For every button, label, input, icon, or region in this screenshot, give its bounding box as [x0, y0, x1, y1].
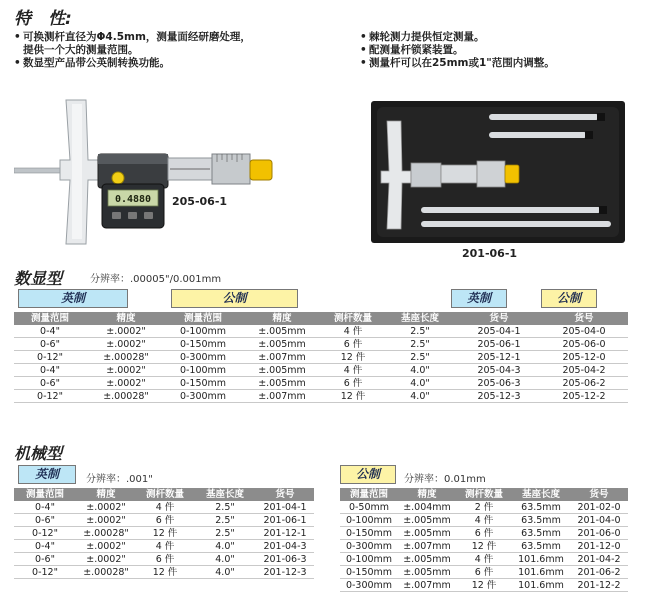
- table-cell: ±.005mm: [258, 378, 306, 389]
- col-header: 测量范围: [30, 313, 69, 324]
- table-cell: 201-06-2: [577, 567, 621, 578]
- table-cell: 0-300mm: [179, 391, 227, 402]
- table-cell: 205-06-3: [477, 378, 521, 389]
- mech-inch-table-header: [14, 488, 314, 501]
- table-cell: ±.005mm: [258, 339, 306, 350]
- table-cell: 0-4": [35, 502, 55, 513]
- table-cell: 0-6": [40, 339, 60, 350]
- table-cell: 63.5mm: [521, 502, 561, 513]
- table-cell: ±.004mm: [403, 502, 451, 513]
- table-cell: 63.5mm: [521, 541, 561, 552]
- table-cell: 0-12": [37, 352, 63, 363]
- col-header: 基座长度: [400, 313, 439, 324]
- digital-resolution: 分辨率：.00005"/0.001mm: [90, 274, 222, 285]
- table-cell: 2.5": [410, 339, 430, 350]
- table-row: [340, 566, 628, 579]
- table-cell: 101.6mm: [518, 580, 564, 591]
- table-cell: 2.5": [410, 326, 430, 337]
- table-row: [14, 338, 628, 351]
- table-cell: 201-12-0: [577, 541, 621, 552]
- table-cell: 63.5mm: [521, 528, 561, 539]
- col-header: 测杆数量: [333, 313, 372, 324]
- table-cell: 2.5": [215, 502, 235, 513]
- table-cell: 205-04-0: [562, 326, 606, 337]
- table-cell: 201-12-3: [263, 567, 307, 578]
- table-cell: ±.0002": [106, 326, 146, 337]
- table-row: [14, 377, 628, 390]
- table-cell: 6 件: [155, 554, 175, 565]
- table-cell: ±.00028": [83, 528, 129, 539]
- digital-inch-tag-2: 英制: [451, 289, 507, 308]
- table-cell: ±.007mm: [403, 541, 451, 552]
- table-cell: ±.0002": [86, 515, 126, 526]
- feature-item: • 棘轮测力提供恒定测量。: [360, 31, 555, 44]
- table-cell: 6 件: [474, 567, 494, 578]
- col-header: 测量范围: [183, 313, 222, 324]
- table-cell: ±.0002": [106, 339, 146, 350]
- table-row: [340, 514, 628, 527]
- table-row: [14, 364, 628, 377]
- features-right-list: [360, 31, 555, 70]
- table-cell: 4.0": [215, 567, 235, 578]
- table-row: [14, 390, 628, 403]
- table-cell: 0-150mm: [345, 528, 393, 539]
- table-row: [14, 527, 314, 540]
- table-cell: 4 件: [343, 365, 363, 376]
- table-cell: 2.5": [215, 528, 235, 539]
- table-cell: 0-4": [40, 365, 60, 376]
- table-cell: 0-4": [40, 326, 60, 337]
- table-cell: 205-06-0: [562, 339, 606, 350]
- table-cell: ±.007mm: [258, 391, 306, 402]
- table-cell: 205-12-3: [477, 391, 521, 402]
- table-cell: ±.00028": [83, 567, 129, 578]
- col-header: 精度: [96, 489, 116, 500]
- table-cell: ±.0002": [106, 378, 146, 389]
- table-cell: 63.5mm: [521, 515, 561, 526]
- table-row: [340, 579, 628, 592]
- col-header: 货号: [589, 489, 609, 500]
- feature-item: • 可换测杆直径为Φ4.5mm，测量面经研磨处理，: [14, 31, 251, 44]
- col-header: 精度: [417, 489, 437, 500]
- table-cell: 101.6mm: [518, 554, 564, 565]
- mechanical-section-title: 机械型: [14, 444, 63, 463]
- table-cell: 0-100mm: [179, 326, 227, 337]
- table-cell: 201-02-0: [577, 502, 621, 513]
- table-cell: 0-100mm: [179, 365, 227, 376]
- digital-section-title: 数显型: [14, 269, 63, 288]
- table-cell: 12 件: [152, 528, 178, 539]
- table-cell: 2 件: [474, 502, 494, 513]
- digital-micrometer-image: [14, 98, 284, 258]
- table-cell: 201-04-1: [263, 502, 307, 513]
- table-cell: 205-04-3: [477, 365, 521, 376]
- table-row: [340, 527, 628, 540]
- table-cell: 4.0": [410, 365, 430, 376]
- table-cell: ±.005mm: [258, 326, 306, 337]
- table-cell: 201-12-1: [263, 528, 307, 539]
- col-header: 测量范围: [349, 489, 388, 500]
- mech-inch-tag: 英制: [18, 465, 76, 484]
- col-header: 测量范围: [25, 489, 64, 500]
- table-cell: 4 件: [474, 554, 494, 565]
- table-row: [14, 501, 314, 514]
- table-cell: 205-12-1: [477, 352, 521, 363]
- table-cell: 0-12": [32, 567, 58, 578]
- table-cell: 6 件: [343, 378, 363, 389]
- digital-metric-tag: 公制: [171, 289, 298, 308]
- table-cell: 0-4": [35, 541, 55, 552]
- table-row: [14, 514, 314, 527]
- features-left-list: [14, 31, 251, 70]
- mech-metric-table-header: [340, 488, 628, 501]
- table-cell: 205-06-2: [562, 378, 606, 389]
- table-cell: 0-100mm: [345, 554, 393, 565]
- mech-metric-resolution: 分辨率：0.01mm: [404, 474, 486, 485]
- table-cell: 0-300mm: [345, 580, 393, 591]
- table-cell: 0-6": [35, 554, 55, 565]
- col-header: 基座长度: [205, 489, 244, 500]
- table-cell: 0-150mm: [179, 378, 227, 389]
- table-cell: 0-150mm: [345, 567, 393, 578]
- table-cell: 201-04-0: [577, 515, 621, 526]
- table-cell: 0-6": [40, 378, 60, 389]
- table-row: [14, 325, 628, 338]
- table-cell: 0-12": [32, 528, 58, 539]
- table-cell: 201-06-3: [263, 554, 307, 565]
- table-cell: 4 件: [155, 502, 175, 513]
- table-cell: 0-12": [37, 391, 63, 402]
- mechanical-kit-photo: [371, 101, 625, 243]
- table-cell: 12 件: [340, 391, 366, 402]
- table-row: [14, 351, 628, 364]
- table-cell: ±.0002": [86, 541, 126, 552]
- table-cell: 205-06-1: [477, 339, 521, 350]
- table-cell: 0-300mm: [179, 352, 227, 363]
- digital-metric-tag-2: 公制: [541, 289, 597, 308]
- table-cell: 201-06-1: [263, 515, 307, 526]
- table-cell: ±.0002": [86, 554, 126, 565]
- col-header: 测杆数量: [145, 489, 184, 500]
- table-cell: ±.007mm: [258, 352, 306, 363]
- table-cell: ±.0002": [86, 502, 126, 513]
- table-row: [14, 553, 314, 566]
- table-cell: 4.0": [410, 391, 430, 402]
- col-header: 精度: [272, 313, 292, 324]
- table-cell: ±.007mm: [403, 580, 451, 591]
- table-cell: 6 件: [474, 528, 494, 539]
- table-cell: 201-04-3: [263, 541, 307, 552]
- table-cell: 205-04-1: [477, 326, 521, 337]
- table-row: [340, 540, 628, 553]
- table-cell: 101.6mm: [518, 567, 564, 578]
- table-cell: ±.0002": [106, 365, 146, 376]
- feature-item: • 测量杆可以在25mm或1"范围内调整。: [360, 57, 555, 70]
- digital-table-header: [14, 312, 628, 325]
- table-row: [14, 566, 314, 579]
- table-cell: 12 件: [471, 580, 497, 591]
- table-cell: ±.005mm: [403, 567, 451, 578]
- mechanical-model-label: 201-06-1: [462, 247, 518, 260]
- table-cell: 205-04-2: [562, 365, 606, 376]
- table-cell: 4 件: [155, 541, 175, 552]
- table-cell: 201-04-2: [577, 554, 621, 565]
- table-cell: 12 件: [152, 567, 178, 578]
- table-row: [340, 501, 628, 514]
- table-cell: 4 件: [474, 515, 494, 526]
- table-cell: 0-100mm: [345, 515, 393, 526]
- col-header: 货号: [574, 313, 594, 324]
- table-row: [340, 553, 628, 566]
- col-header: 货号: [489, 313, 509, 324]
- table-cell: 4 件: [343, 326, 363, 337]
- table-cell: 6 件: [155, 515, 175, 526]
- table-cell: 2.5": [215, 515, 235, 526]
- table-cell: 6 件: [343, 339, 363, 350]
- feature-item: 提供一个大的测量范围。: [23, 44, 139, 56]
- feature-item: • 配测量杆锁紧装置。: [360, 44, 555, 57]
- col-header: 基座长度: [521, 489, 560, 500]
- table-cell: 201-12-2: [577, 580, 621, 591]
- table-cell: ±.00028": [103, 352, 149, 363]
- table-cell: 205-12-2: [562, 391, 606, 402]
- table-cell: 4.0": [215, 541, 235, 552]
- table-cell: ±.005mm: [258, 365, 306, 376]
- table-cell: ±.005mm: [403, 528, 451, 539]
- table-cell: 0-150mm: [179, 339, 227, 350]
- features-title: 特 性:: [14, 9, 72, 29]
- table-row: [14, 540, 314, 553]
- table-cell: 12 件: [471, 541, 497, 552]
- table-cell: 2.5": [410, 352, 430, 363]
- col-header: 测杆数量: [464, 489, 503, 500]
- table-cell: 0-300mm: [345, 541, 393, 552]
- feature-item: • 数显型产品带公英制转换功能。: [14, 57, 251, 70]
- table-cell: 0-50mm: [348, 502, 390, 513]
- table-cell: 12 件: [340, 352, 366, 363]
- mech-metric-tag: 公制: [340, 465, 396, 484]
- table-cell: ±.005mm: [403, 554, 451, 565]
- table-cell: ±.005mm: [403, 515, 451, 526]
- table-cell: 0-6": [35, 515, 55, 526]
- table-cell: 4.0": [215, 554, 235, 565]
- display-reading: 0.4880: [114, 194, 152, 205]
- col-header: 货号: [275, 489, 295, 500]
- digital-inch-tag: 英制: [18, 289, 128, 308]
- table-cell: 4.0": [410, 378, 430, 389]
- digital-model-label: 205-06-1: [172, 195, 228, 208]
- col-header: 精度: [116, 313, 136, 324]
- table-cell: ±.00028": [103, 391, 149, 402]
- table-cell: 201-06-0: [577, 528, 621, 539]
- mech-inch-resolution: 分辨率：.001": [86, 474, 153, 485]
- table-cell: 205-12-0: [562, 352, 606, 363]
